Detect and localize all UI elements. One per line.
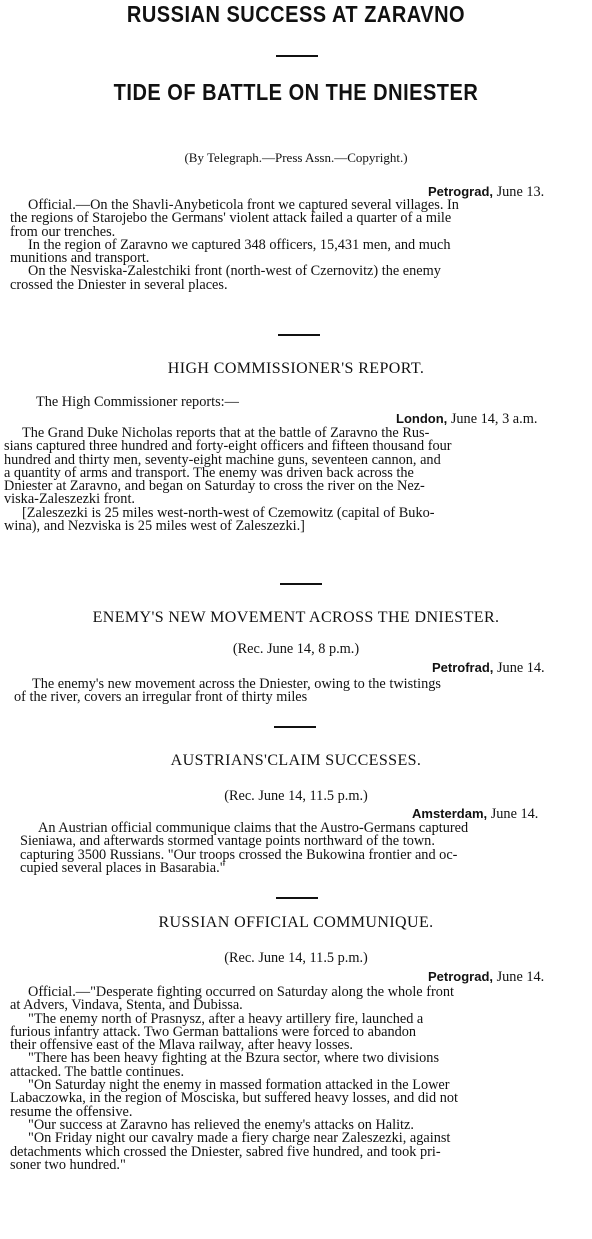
received-line: (Rec. June 14, 11.5 p.m.) <box>224 788 368 804</box>
dateline <box>432 660 545 677</box>
text-line: On the Nesviska-Zalestchiki front (north-west of Czernovitz) the enemy <box>28 263 441 280</box>
paragraph-block <box>20 822 588 875</box>
text-line: cupied several places in Basarabia." <box>20 859 226 876</box>
paragraph-block <box>4 427 588 533</box>
text-line: a quantity of arms and transport. The enemy was driven back across the <box>4 464 414 481</box>
text-line: hundred and thirty men, seventy-eight machine guns, seventeen cannon, and <box>4 451 441 468</box>
section-heading: RUSSIAN OFFICIAL COMMUNIQUE. <box>158 914 434 931</box>
paragraph-block <box>14 678 588 705</box>
dateline-date: June 14. <box>493 969 545 985</box>
text-line: detachments which crossed the Dniester, sabred five hundred, and took pri- <box>10 1143 441 1160</box>
text-line: The enemy's new movement across the Dniester, owing to the twistings <box>32 676 441 692</box>
dateline-date: June 14, 3 a.m. <box>447 411 538 427</box>
press-credit: (By Telegraph.—Press Assn.—Copyright.) <box>184 150 408 165</box>
article-subtitle: TIDE OF BATTLE ON THE DNIESTER <box>113 80 479 106</box>
divider <box>278 334 320 336</box>
dateline-place: Petrograd, <box>428 969 494 984</box>
section-heading: ENEMY'S NEW MOVEMENT ACROSS THE DNIESTER. <box>92 609 500 626</box>
text-line: munitions and transport. <box>10 250 150 267</box>
section-heading: AUSTRIANS'CLAIM SUCCESSES. <box>170 752 422 769</box>
dateline-date: June 14. <box>493 660 545 676</box>
text-line: Labaczowka, in the region of Mosciska, but suffered heavy losses, and did not <box>10 1090 458 1107</box>
text-line: "On Saturday night the enemy in massed formation attacked in the Lower <box>28 1077 450 1094</box>
article-title: RUSSIAN SUCCESS AT ZARAVNO <box>126 2 466 28</box>
text-line: [Zaleszezki is 25 miles west-north-west of Czemowitz (capital of Buko- <box>22 504 435 521</box>
text-line: An Austrian official communique claims that the Austro-Germans captured <box>38 820 469 836</box>
text-line: sians captured three hundred and forty-eight officers and fifteen thousand four <box>4 438 452 455</box>
text-line: attacked. The battle continues. <box>10 1063 185 1080</box>
text-line: the regions of Starojebo the Germans' violent attack failed a quarter of a mile <box>10 210 452 227</box>
text-line: of the river, covers an irregular front of thirty miles <box>14 689 308 706</box>
text-line: "On Friday night our cavalry made a fiery charge near Zaleszezki, against <box>28 1130 451 1147</box>
text-line: "Our success at Zaravno has relieved the enemy's attacks on Halitz. <box>28 1116 414 1133</box>
section-intro: The High Commissioner reports:— <box>36 394 239 410</box>
text-line: capturing 3500 Russians. "Our troops crossed the Bukowina frontier and oc- <box>20 846 458 863</box>
text-line: Dniester at Zaravno, and began on Saturday to cross the river on the Nez- <box>4 478 425 495</box>
dateline-place: Petrofrad, <box>432 660 494 675</box>
text-line: viska-Zaleszezki front. <box>4 491 135 508</box>
paragraph-block <box>10 199 588 292</box>
text-line: at Advers, Vindava, Stenta, and Dubissa. <box>10 997 243 1014</box>
text-line: In the region of Zaravno we captured 348 officers, 15,431 men, and much <box>28 236 451 253</box>
text-line: from our trenches. <box>10 223 116 240</box>
dateline-place: Petrograd, <box>428 184 494 199</box>
text-line: Sieniawa, and afterwards stormed vantage points northward of the town. <box>20 833 435 850</box>
divider <box>276 897 318 899</box>
text-line: their offensive east of the Mlava railway, after heavy losses. <box>10 1037 353 1054</box>
text-line: soner two hundred." <box>10 1156 126 1173</box>
text-line: "There has been heavy fighting at the Bzura sector, where two divisions <box>28 1050 440 1067</box>
dateline-place: London, <box>396 411 448 426</box>
divider <box>280 583 322 585</box>
text-line: "The enemy north of Prasnysz, after a heavy artillery fire, launched a <box>28 1010 424 1027</box>
text-line: Official.—"Desperate fighting occurred on Saturday along the whole front <box>28 984 455 1000</box>
text-line: resume the offensive. <box>10 1103 133 1120</box>
text-line: furious infantry attack. Two German battalions were forced to abandon <box>10 1023 417 1040</box>
text-line: wina), and Nezviska is 25 miles west of Zaleszezki.] <box>4 518 305 535</box>
paragraph-block <box>10 986 588 1172</box>
received-line: (Rec. June 14, 8 p.m.) <box>232 641 360 657</box>
received-line: (Rec. June 14, 11.5 p.m.) <box>224 950 368 966</box>
text-line: The Grand Duke Nicholas reports that at the battle of Zaravno the Rus- <box>22 425 430 441</box>
dateline-date: June 13. <box>493 184 545 200</box>
divider <box>276 55 318 57</box>
divider <box>274 726 316 728</box>
text-line: crossed the Dniester in several places. <box>10 276 228 293</box>
dateline-date: June 14. <box>487 806 539 822</box>
text-line: Official.—On the Shavli-Anybeticola front we captured several villages. In <box>28 197 459 213</box>
dateline-place: Amsterdam, <box>412 806 488 821</box>
section-heading: HIGH COMMISSIONER'S REPORT. <box>167 360 425 377</box>
